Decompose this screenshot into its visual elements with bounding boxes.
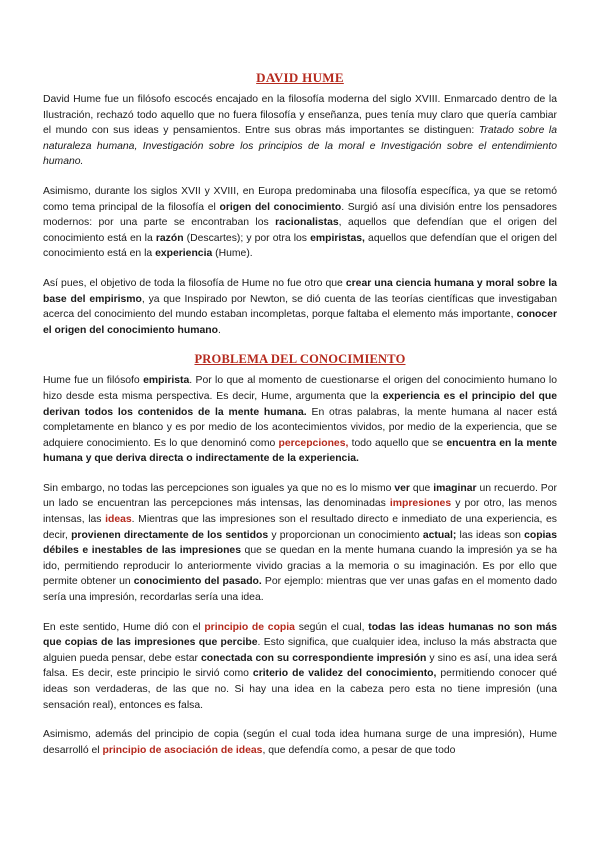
text-span: (Hume). [212,248,253,260]
text-span: que [409,482,434,494]
text-span: un recuerdo. Por un lado se encuentran las percepciones más intensas, las denominadas [43,482,557,510]
bold-term: encuentra en la mente humana y que deriva directa o indirectamente de la experiencia. [43,437,558,465]
works-list: Tratado sobre la naturaleza humana, Investigación sobre los principios de la moral e Investigación sobre el entendimiento humano. [43,125,558,168]
highlight-term: principio de asociación de ideas [102,744,263,756]
text-span: , ya que Inspirado por Newton, se dió cuenta de las teorías científicas que investigaban acerca del conocimiento del mundo estaban incompletas, porque faltaba el elemento más importante, [43,293,557,321]
text-span: aquellos que defendían que el origen del conocimiento está en la [43,232,557,260]
bold-term: conocimiento del pasado. [133,576,262,588]
copy-principle-paragraph [43,620,557,714]
bold-term: crear una ciencia humana y moral sobre la base del empirismo [43,277,557,305]
text-span: Por ejemplo: mientras que ver unas gafas en el momento dado sería una impresión, recordarlas sería una idea. [43,576,557,604]
bold-term: racionalistas [275,217,339,229]
bold-term: imaginar [433,482,477,494]
bold-term: ver [394,482,410,494]
bold-term: razón [155,232,184,244]
section-title: PROBLEMA DEL CONOCIMIENTO [194,352,406,367]
bold-term: empirista [143,375,190,387]
text-span: Asimismo, además del principio de copia (según el cual toda idea humana surge de una impresión), Hume desarrolló el [43,729,557,756]
text-span: y por otro, las menos intensas, las [43,498,557,526]
bold-term: conectada con su correspondiente impresión [201,652,427,664]
text-span: . Esto significa, que cualquier idea, incluso la más abstracta que alguien pueda pensar, debe estar [43,637,557,664]
text-span: que se quedan en la mente humana cuando la impresión ya se ha ido, permitiendo reproducir lo anteriormente vivido gracias a la memoria o su imaginación. Es por ello que permite obtener un [43,545,558,588]
text-span: Sin embargo, no todas las percepciones son iguales ya que no es lo mismo [43,482,395,494]
objective-paragraph [43,276,557,338]
text-span: . Mientras que las impresiones son el resultado directo e inmediato de una experiencia, es decir, [43,514,558,541]
empiricism-paragraph [43,373,557,467]
text-span: permitiendo conocer qué ideas son verdaderas, de las que no. Si hay una idea en la cabeza pero esta no tiene impresión (una sensación real), entonces es falsa. [43,668,557,711]
text-span: , aquellos que defendían que el origen del conocimiento está en la [43,217,557,244]
bold-term: criterio de validez del conocimiento, [252,668,437,680]
text-span: . [217,324,221,336]
text-span: según el cual, [294,621,369,633]
text-span: . Surgió así una división entre los pensadores modernos: por una parte se encontraban los [43,201,557,229]
perceptions-paragraph [43,481,557,606]
highlight-term: principio de copia [204,621,295,633]
text-span: David Hume fue un filósofo escocés encajado en la filosofía moderna del siglo XVIII. Enmarcado dentro de la Ilustración, rechazó todo aquello que no fuera filosofía y enseñanza, pues tenía muy claro que quería cambiar el mundo con sus ideas y pensamientos. Entre sus obras más importantes se distinguen: [43,94,557,137]
text-span: y sino es así, una idea será falsa. Es decir, este principio le sirvió como [43,652,557,680]
bold-term: provienen directamente de los sentidos [71,529,269,541]
text-span: Hume fue un filósofo [43,375,144,387]
highlight-term: ideas [105,514,132,526]
bold-term: actual; [422,529,457,541]
text-span: (Descartes); y por otra los [183,232,311,244]
bold-term: experiencia [155,248,213,260]
text-span: En este sentido, Hume dió con el [43,621,205,633]
bold-term: origen del conocimiento [219,201,342,213]
association-paragraph [43,727,557,758]
text-span: En otras palabras, la mente humana al nacer está completamente en blanco y es por medio de los acontecimientos vividos, por medio de la experiencia, que se adquiere conocimiento. Es lo que denominó como [43,406,558,449]
text-span: . Por lo que al momento de cuestionarse el origen del conocimiento humano lo hizo desde esta misma perspectiva. Es decir, Hume, argumenta que la [43,375,557,402]
text-span: todo aquello que se [348,437,447,449]
text-span: y proporcionan un conocimiento [268,529,423,541]
bold-term: copias débiles e inestables de las impresiones [43,529,557,557]
highlight-term: percepciones, [278,437,349,449]
context-paragraph [43,184,557,262]
intro-paragraph [43,92,557,170]
bold-term: todas las ideas humanas no son más que copias de las impresiones que percibe [43,621,557,649]
bold-term: conocer el origen del conocimiento humano [43,309,557,336]
text-span: , que defendía como, a pesar de que todo [262,744,456,756]
highlight-term: impresiones [389,498,452,510]
document-title: DAVID HUME [256,70,344,85]
bold-term: experiencia es el principio del que derivan todos los contenidos de la mente humana. [43,390,557,418]
text-span: Asimismo, durante los siglos XVII y XVIII, en Europa predominaba una filosofía específica, ya que se retomó como tema principal de la filosofía el [43,185,557,213]
bold-term: empiristas, [310,232,365,244]
text-span: las ideas son [456,529,525,541]
text-span: Así pues, el objetivo de toda la filosofía de Hume no fue otro que [43,277,346,289]
